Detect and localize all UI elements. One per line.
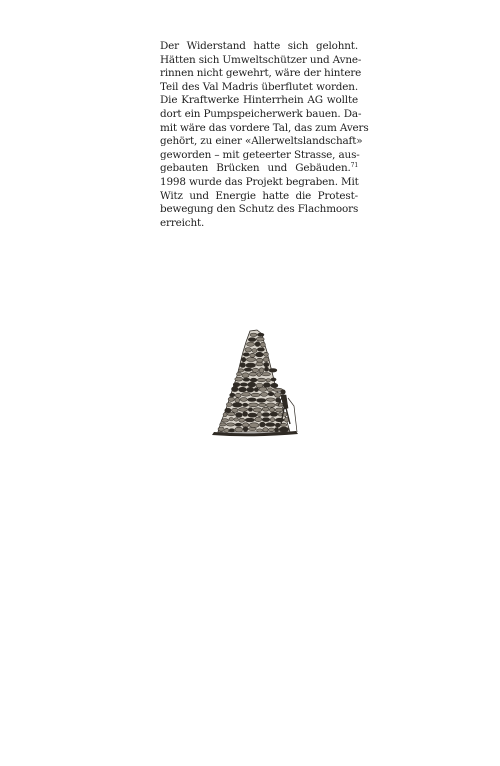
cairn-stone bbox=[250, 333, 257, 336]
cairn-stone bbox=[266, 423, 275, 427]
cairn-stone bbox=[248, 338, 256, 342]
cairn-stone bbox=[246, 363, 256, 368]
cairn-stone bbox=[235, 427, 243, 432]
cairn-stone bbox=[239, 408, 248, 412]
cairn-stone bbox=[255, 417, 262, 422]
cairn-stone bbox=[248, 413, 257, 417]
cairn-stone bbox=[251, 393, 260, 396]
cairn-stone bbox=[256, 362, 263, 366]
text-line: Witz und Energie hatte die Protest- bbox=[160, 189, 358, 202]
cairn-stone bbox=[242, 373, 249, 378]
footnote-marker[interactable]: 71 bbox=[350, 162, 358, 170]
cairn-stone bbox=[259, 403, 266, 406]
cairn-stone bbox=[228, 397, 234, 401]
cairn-stone bbox=[252, 349, 257, 353]
cairn-stone bbox=[243, 378, 250, 381]
cairn-stone bbox=[270, 418, 275, 422]
text-line: mit wäre das vordere Tal, das zum Avers bbox=[160, 121, 369, 134]
text-line: bewegung den Schutz des Flachmoors bbox=[160, 203, 359, 216]
cairn-stone bbox=[226, 403, 232, 407]
cairn-stone bbox=[257, 412, 261, 416]
cairn-stone bbox=[255, 342, 260, 347]
cairn-stone bbox=[235, 398, 240, 403]
body-paragraph bbox=[160, 40, 369, 230]
cairn-stone bbox=[243, 427, 248, 432]
cairn-stone bbox=[260, 422, 266, 427]
cairn-stone bbox=[271, 378, 276, 381]
cairn-stone bbox=[264, 362, 269, 366]
cairn-stone bbox=[252, 368, 259, 372]
cairn-stone bbox=[239, 418, 245, 422]
cairn-stone bbox=[275, 408, 283, 412]
cairn-stone bbox=[253, 408, 262, 412]
cairn-stone bbox=[269, 408, 274, 412]
cairn-stone bbox=[257, 378, 265, 382]
cairn-stone bbox=[264, 367, 268, 371]
cairn-stone bbox=[242, 403, 248, 406]
cairn-stone bbox=[237, 372, 242, 375]
cairn-stone bbox=[256, 352, 264, 357]
cairn-stone bbox=[230, 393, 235, 397]
cairn-stone bbox=[235, 423, 242, 426]
cairn-stone bbox=[266, 379, 270, 382]
text-line-content: gebauten Brücken und Gebäuden. bbox=[160, 162, 351, 175]
cairn-stone bbox=[248, 403, 258, 407]
cairn-stone bbox=[261, 342, 266, 347]
cairn-stone bbox=[267, 388, 272, 392]
cairn-stone bbox=[275, 428, 279, 432]
cairn-stone bbox=[262, 373, 271, 376]
text-line: dort ein Pumpspeicherwerk bauen. Da- bbox=[160, 107, 362, 120]
cairn-stone bbox=[257, 348, 264, 351]
cairn-stone bbox=[275, 423, 280, 427]
cairn-stone bbox=[271, 383, 278, 387]
cairn-stone bbox=[248, 408, 252, 412]
cairn-stone bbox=[262, 418, 270, 422]
text-line: Der Widerstand hatte sich gelohnt. bbox=[160, 40, 358, 52]
cairn-stone bbox=[229, 418, 233, 421]
cairn-stone bbox=[262, 407, 269, 411]
cairn-stone bbox=[266, 398, 275, 401]
cairn-stone bbox=[240, 398, 247, 402]
cairn-stone bbox=[264, 352, 269, 356]
cairn-stone bbox=[234, 418, 239, 421]
text-line: geworden – mit geteerter Strasse, aus- bbox=[160, 148, 360, 161]
cairn-stone bbox=[279, 427, 289, 432]
cairn-stone bbox=[221, 419, 228, 422]
cairn-stone bbox=[245, 348, 252, 352]
cairn-stone bbox=[261, 392, 268, 396]
cairn-stone bbox=[239, 387, 247, 392]
text-line: Hätten sich Umweltschützer und Avne- bbox=[160, 53, 362, 66]
cairn-stone bbox=[269, 428, 275, 431]
cairn-stone bbox=[248, 398, 256, 402]
text-line: erreicht. bbox=[160, 216, 205, 229]
cairn-stone bbox=[243, 412, 248, 417]
cairn-stone bbox=[236, 413, 243, 418]
cairn-stone bbox=[232, 408, 239, 412]
cairn-stone bbox=[229, 429, 234, 433]
cairn-stone bbox=[227, 412, 235, 415]
cairn-stone bbox=[256, 358, 263, 362]
cairn-stone bbox=[248, 427, 256, 430]
text-line: 1998 wurde das Projekt begraben. Mit bbox=[160, 175, 359, 188]
cairn-stone bbox=[259, 368, 264, 373]
text-line-with-footnote bbox=[160, 162, 358, 176]
cairn-stone bbox=[269, 369, 277, 373]
cairn-stone bbox=[250, 372, 257, 376]
cairn-stone bbox=[225, 408, 231, 413]
cairn-stone bbox=[263, 383, 270, 388]
cairn-stone bbox=[274, 392, 281, 397]
text-line: rinnen nicht gewehrt, wäre der hintere bbox=[160, 67, 362, 80]
cairn-stone bbox=[232, 403, 242, 408]
cairn-stone bbox=[242, 357, 246, 361]
cairn-stone bbox=[220, 423, 226, 426]
cairn-stone bbox=[240, 363, 246, 368]
cairn-stone bbox=[249, 423, 259, 428]
cairn-stone bbox=[247, 342, 255, 346]
cairn-stone bbox=[218, 427, 224, 431]
cairn-stone bbox=[233, 383, 240, 387]
cairn-stone bbox=[226, 423, 234, 426]
cairn-stone bbox=[247, 387, 254, 392]
cairn-stone bbox=[238, 369, 244, 372]
cairn-stone bbox=[263, 357, 269, 362]
cairn-stone bbox=[223, 413, 227, 417]
cairn-stone bbox=[243, 353, 249, 356]
cairn-stone bbox=[278, 413, 282, 416]
cairn-stone bbox=[263, 428, 268, 432]
cairn-stone bbox=[254, 388, 258, 392]
cairn-stone bbox=[257, 333, 264, 336]
cairn-stone bbox=[235, 393, 241, 397]
text-line: gehört, zu einer «Allerweltslandschaft» bbox=[160, 135, 363, 148]
cairn-stone bbox=[225, 428, 229, 432]
cairn-stone bbox=[257, 429, 263, 432]
text-line: Die Kraftwerke Hinterrhein AG wollte bbox=[160, 94, 358, 107]
cairn-stone bbox=[266, 403, 275, 407]
cairn-stone bbox=[250, 353, 255, 357]
cairn-stone bbox=[250, 378, 257, 382]
cairn-stone bbox=[262, 413, 270, 417]
cairn-stone bbox=[245, 418, 254, 422]
cairn-stone bbox=[270, 412, 278, 416]
cairn-stone bbox=[257, 399, 266, 403]
stone-cairn-illustration bbox=[212, 328, 302, 438]
cairn-stone bbox=[246, 358, 256, 362]
cairn-stone bbox=[240, 383, 247, 386]
cairn-stone bbox=[259, 387, 267, 391]
cairn-stone bbox=[268, 392, 274, 395]
cairn-stone bbox=[256, 337, 264, 341]
cairn-stone bbox=[257, 373, 261, 377]
cairn-stone bbox=[244, 368, 252, 371]
cairn-stone bbox=[235, 377, 243, 381]
cairn-stone bbox=[232, 387, 239, 392]
cairn-stone bbox=[248, 382, 256, 387]
text-line: Teil des Val Madris überflutet worden. bbox=[160, 80, 358, 93]
cairn-stone bbox=[242, 392, 251, 396]
